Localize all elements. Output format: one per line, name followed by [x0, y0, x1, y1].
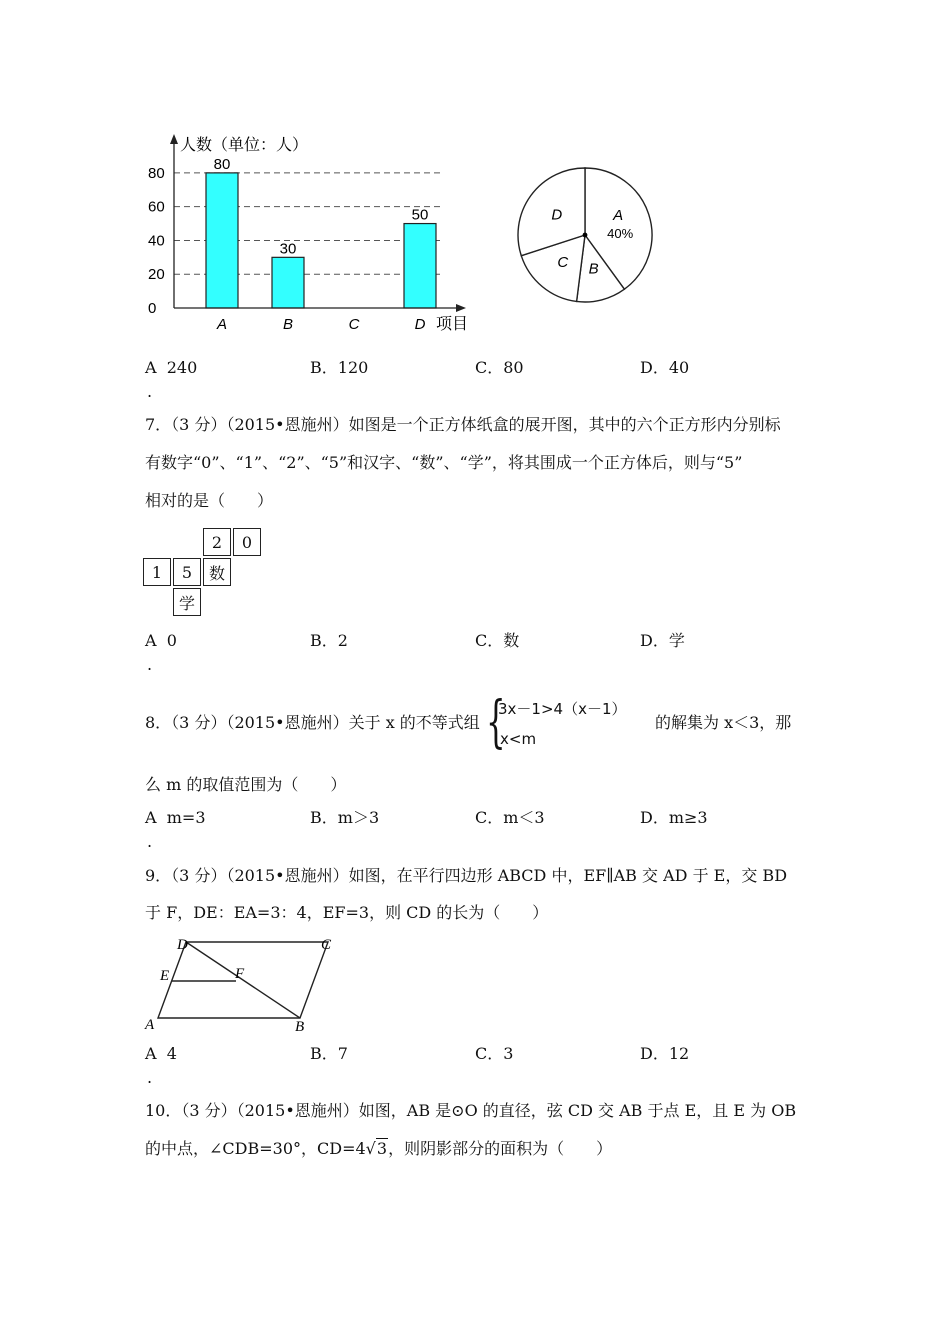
y-axis-arrow	[170, 134, 178, 144]
label-b: B	[295, 1019, 305, 1035]
pie-label-B: B	[588, 260, 599, 278]
q6-dot: .	[147, 382, 153, 401]
q10-text-line2	[145, 1139, 612, 1159]
bar-D	[404, 224, 436, 308]
q10-line2-end: ，则阴影部分的面积为（ ）	[388, 1139, 613, 1158]
y-tick-80: 80	[148, 164, 165, 182]
q10-line2-start: 的中点，∠CDB=30°，CD=4	[145, 1139, 366, 1158]
net-cell-5: 5	[173, 558, 201, 586]
y-tick-40: 40	[148, 232, 165, 250]
bar-A	[206, 173, 238, 308]
pie-label-C: C	[557, 253, 569, 271]
x-tick-D: D	[414, 316, 426, 333]
y-axis-label: 人数（单位：人）	[180, 137, 309, 154]
bar-label-D: 50	[411, 206, 429, 224]
q7-option-c: C．数	[475, 631, 520, 650]
x-tick-B: B	[282, 316, 294, 333]
net-cell-xue: 学	[173, 588, 201, 616]
label-e: E	[160, 968, 170, 984]
q8-dot: .	[147, 832, 153, 851]
q7-option-b: B．2	[310, 631, 348, 650]
q9-dot: .	[147, 1068, 153, 1087]
label-a: A	[145, 1017, 155, 1033]
inequality-2: x<m	[500, 730, 537, 748]
net-cell-1: 1	[143, 558, 171, 586]
q8-option-a: A m=3	[145, 808, 206, 827]
q7-dot: .	[147, 655, 153, 674]
q7-option-a: A 0	[145, 631, 177, 650]
q7-text-line2: 有数字“0”、“1”、“2”、“5”和汉字、“数”、“学”，将其围成一个正方体后，则与“5”	[145, 453, 743, 472]
q8-text-suffix: 的解集为 x＜3，那	[655, 713, 792, 732]
q6-option-c: C．80	[475, 358, 524, 377]
q6-option-a: A 240	[145, 358, 198, 377]
q8-option-c: C．m＜3	[475, 808, 545, 827]
q9-option-c: C．3	[475, 1044, 514, 1063]
label-c: C	[321, 937, 332, 953]
q8-text-prefix: 8．（3 分）（2015•恩施州）关于 x 的不等式组	[145, 713, 480, 732]
label-d: D	[177, 937, 188, 953]
x-axis-label: 项目	[436, 316, 469, 333]
q9-text-line2: 于 F，DE：EA=3：4，EF=3，则 CD 的长为（ ）	[145, 903, 549, 922]
bar-chart	[140, 130, 480, 340]
q10-text-line1: 10．（3 分）（2015•恩施州）如图，AB 是⊙O 的直径，弦 CD 交 AB 于点 E，且 E 为 OB	[145, 1101, 797, 1120]
bar-chart-x-ticks	[216, 316, 426, 333]
pie-center-dot	[583, 233, 588, 238]
sqrt-symbol: √	[365, 1139, 376, 1158]
bar-chart-bars	[206, 156, 436, 308]
q8-option-d: D．m≥3	[640, 808, 708, 827]
pie-pct-A: 40%	[607, 226, 634, 242]
q9-option-d: D．12	[640, 1044, 690, 1063]
net-cell-2: 2	[203, 528, 231, 556]
q8-option-b: B．m＞3	[310, 808, 380, 827]
bar-chart-y-ticks	[148, 165, 165, 317]
pie-label-D: D	[551, 206, 563, 224]
q6-option-d: D．40	[640, 358, 690, 377]
q6-option-b: B．120	[310, 358, 369, 377]
inequality-brace: {	[486, 690, 506, 755]
q7-text-line1: 7．（3 分）（2015•恩施州）如图是一个正方体纸盒的展开图，其中的六个正方形内分别标	[145, 415, 781, 434]
parallelogram-figure	[140, 932, 350, 1037]
q9-option-a: A 4	[145, 1044, 177, 1063]
y-tick-20: 20	[148, 266, 165, 284]
sqrt-argument: 3	[376, 1139, 388, 1158]
q7-option-d: D．学	[640, 631, 685, 650]
pie-chart	[510, 160, 660, 310]
q7-text-line3: 相对的是（ ）	[145, 491, 274, 510]
inequality-1: 3x－1>4（x－1）	[498, 700, 627, 718]
cube-net-figure	[143, 526, 265, 618]
net-cell-shu: 数	[203, 558, 231, 586]
net-cell-0: 0	[233, 528, 261, 556]
pie-label-A: A	[613, 207, 624, 225]
y-tick-0: 0	[148, 300, 157, 317]
x-tick-C: C	[348, 316, 360, 333]
bar-label-B: 30	[279, 240, 297, 258]
x-axis-arrow	[456, 304, 466, 312]
q9-text-line1: 9．（3 分）（2015•恩施州）如图，在平行四边形 ABCD 中，EF∥AB 交 AD 于 E，交 BD	[145, 866, 788, 885]
q8-text-line2: 么 m 的取值范围为（ ）	[145, 775, 347, 794]
y-tick-60: 60	[148, 198, 165, 216]
bar-B	[272, 257, 304, 308]
label-f: F	[235, 966, 245, 982]
x-tick-A: A	[216, 316, 228, 333]
q9-option-b: B．7	[310, 1044, 348, 1063]
bar-label-A: 80	[213, 155, 231, 173]
